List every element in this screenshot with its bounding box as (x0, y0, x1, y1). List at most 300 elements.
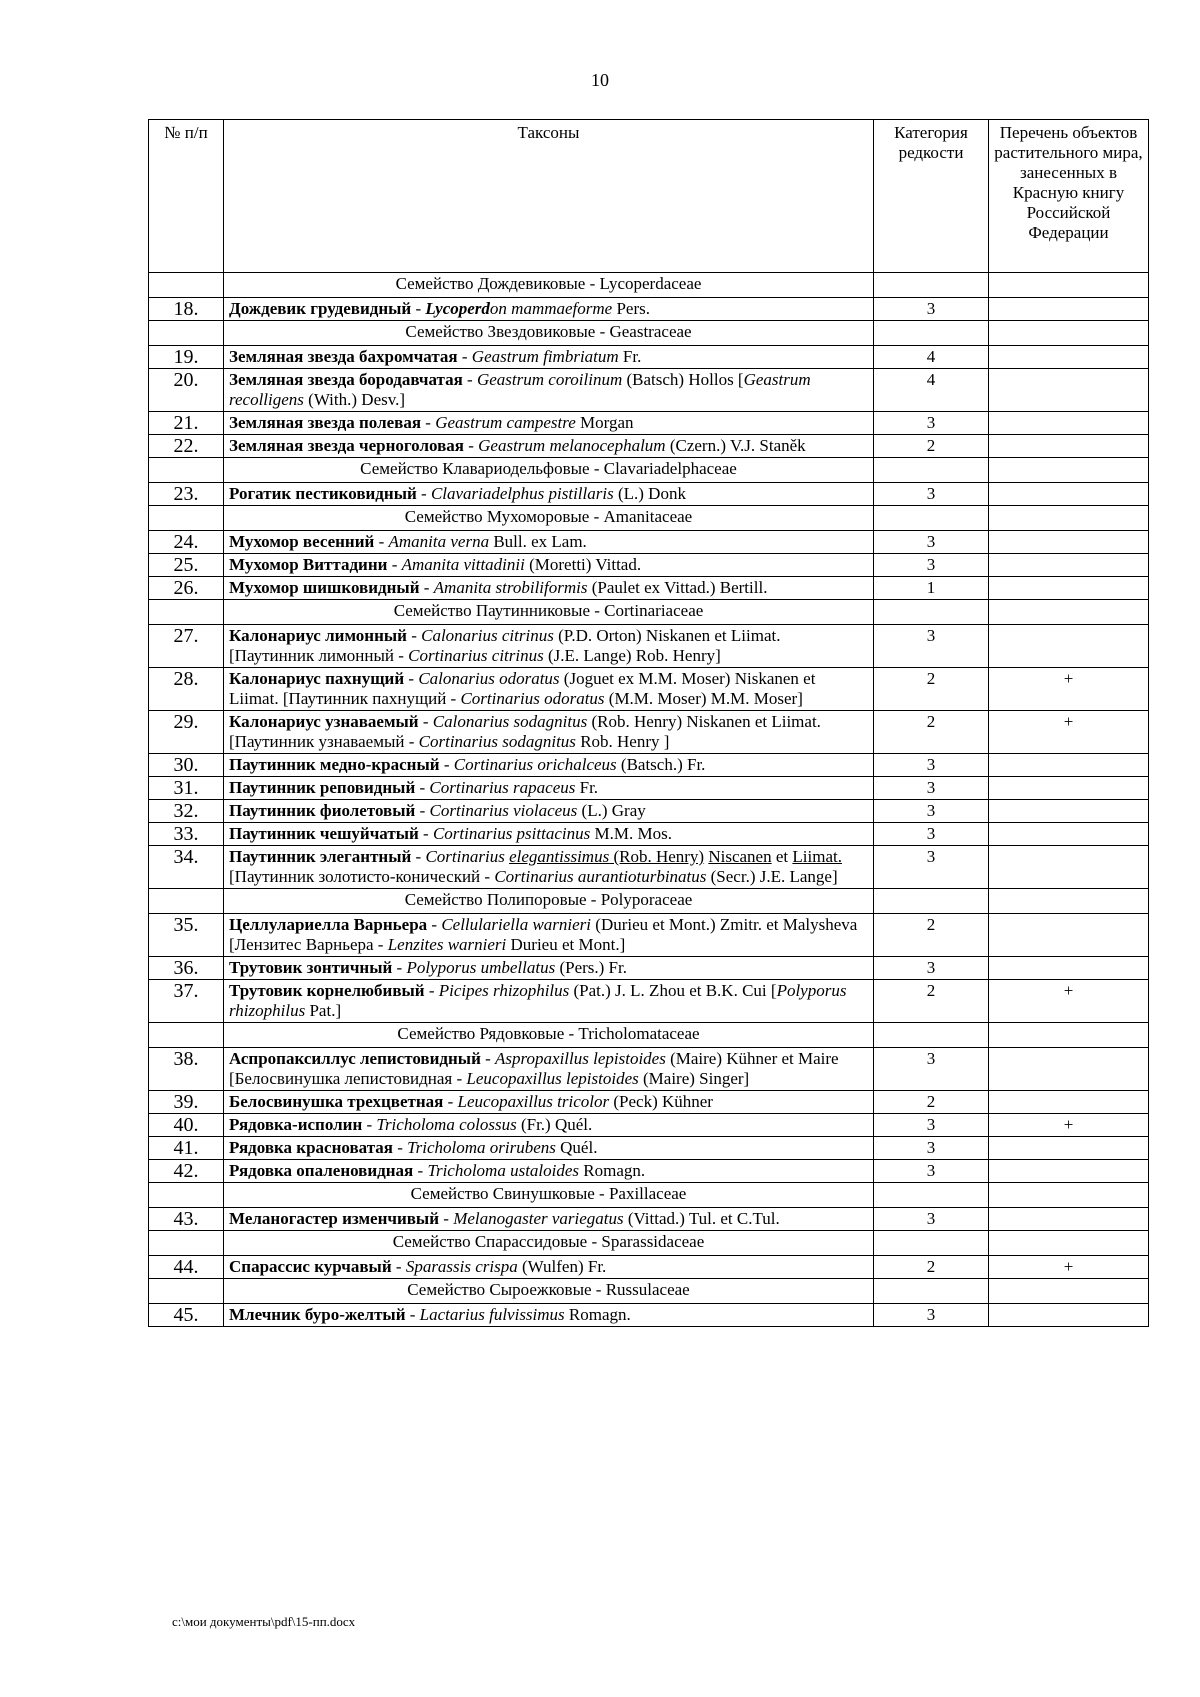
common-name: Мухомор весенний (229, 532, 375, 551)
header-number: № п/п (149, 120, 224, 273)
rarity-category: 3 (874, 1048, 989, 1091)
family-name: Семейство Дождевиковые - Lycoperdaceae (224, 273, 874, 298)
rarity-category: 3 (874, 777, 989, 800)
name-text: Niscanen (708, 847, 772, 866)
row-number: 43. (149, 1208, 224, 1231)
rarity-category: 3 (874, 754, 989, 777)
latin-name: Lactarius fulvissimus (419, 1305, 565, 1324)
latin-name: elegantissimus (509, 847, 610, 866)
row-number: 18. (149, 298, 224, 321)
rarity-category: 3 (874, 1304, 989, 1327)
rarity-category: 4 (874, 369, 989, 412)
latin-name: Tricholoma orirubens (407, 1138, 556, 1157)
empty-cell (149, 1231, 224, 1256)
family-row (149, 1023, 1149, 1048)
row-number: 26. (149, 577, 224, 600)
name-text: - (405, 1305, 420, 1324)
empty-cell (149, 321, 224, 346)
taxon-row (149, 577, 1149, 600)
row-number: 37. (149, 980, 224, 1023)
taxon-name (224, 369, 874, 412)
row-number: 38. (149, 1048, 224, 1091)
family-row (149, 458, 1149, 483)
rf-red-book-mark (989, 412, 1149, 435)
taxon-row (149, 1208, 1149, 1231)
name-text: - (413, 1161, 428, 1180)
name-text: - (421, 413, 436, 432)
rarity-category: 3 (874, 1114, 989, 1137)
rf-red-book-mark (989, 846, 1149, 889)
empty-cell (874, 1231, 989, 1256)
name-text: (Paulet ex Vittad.) Bertill. (587, 578, 768, 597)
taxon-row (149, 625, 1149, 668)
family-name: Семейство Мухоморовые - Amanitaceae (224, 506, 874, 531)
name-text: - (362, 1115, 377, 1134)
row-number: 45. (149, 1304, 224, 1327)
taxon-row (149, 412, 1149, 435)
taxon-name (224, 777, 874, 800)
rf-red-book-mark (989, 777, 1149, 800)
header-category: Категория редкости (874, 120, 989, 273)
family-name: Семейство Паутинниковые - Cortinariaceae (224, 600, 874, 625)
row-number: 39. (149, 1091, 224, 1114)
name-text: - (415, 801, 430, 820)
taxon-row (149, 369, 1149, 412)
name-text: - (457, 347, 472, 366)
empty-cell (149, 1023, 224, 1048)
latin-name: Cortinarius violaceus (429, 801, 578, 820)
taxon-row (149, 554, 1149, 577)
name-text: (Maire) Kühner et Maire [Белосвинушка лепистовидная - (229, 1049, 839, 1088)
row-number: 40. (149, 1114, 224, 1137)
row-number: 35. (149, 914, 224, 957)
taxon-row (149, 483, 1149, 506)
family-row (149, 321, 1149, 346)
name-text: - (392, 958, 407, 977)
row-number: 19. (149, 346, 224, 369)
latin-name: Geastrum fimbriatum (471, 347, 619, 366)
empty-cell (989, 600, 1149, 625)
rf-red-book-mark (989, 369, 1149, 412)
rf-red-book-mark (989, 554, 1149, 577)
name-text: (Batsch) Hollos [ (622, 370, 744, 389)
name-text: (Rob. Henry) (609, 847, 705, 866)
name-text: (Wulfen) Fr. (517, 1257, 607, 1276)
taxon-row (149, 846, 1149, 889)
name-text: (Czern.) V.J. Staněk (665, 436, 806, 455)
common-name: Аспропаксиллус лепистовидный (229, 1049, 481, 1068)
name-text: Fr. (575, 778, 599, 797)
family-row (149, 273, 1149, 298)
latin-name: on mammaeforme (489, 299, 613, 318)
family-name: Семейство Полипоровые - Polyporaceae (224, 889, 874, 914)
taxon-name (224, 1048, 874, 1091)
latin-name: Geastrum melanocephalum (478, 436, 666, 455)
row-number: 44. (149, 1256, 224, 1279)
latin-name: Cortinarius aurantioturbinatus (494, 867, 707, 886)
latin-name: Geastrum campestre (435, 413, 576, 432)
name-text: - (411, 847, 426, 866)
latin-name: Lenzites warnieri (387, 935, 507, 954)
taxon-row (149, 346, 1149, 369)
common-name: Lycoperd (425, 299, 490, 318)
latin-name: Amanita strobiliformis (433, 578, 588, 597)
name-text: (Moretti) Vittad. (524, 555, 642, 574)
name-text: - (418, 824, 433, 843)
taxon-name (224, 1208, 874, 1231)
name-text: (Maire) Singer] (638, 1069, 750, 1088)
name-text: (Rob. Henry) Niskanen et Liimat. [Паутинник узнаваемый - (229, 712, 821, 751)
common-name: Земляная звезда черноголовая (229, 436, 464, 455)
name-text: Morgan (575, 413, 634, 432)
rarity-category: 2 (874, 668, 989, 711)
common-name: Земляная звезда полевая (229, 413, 422, 432)
common-name: Земляная звезда бахромчатая (229, 347, 458, 366)
rarity-category: 3 (874, 483, 989, 506)
latin-name: Amanita vittadinii (401, 555, 525, 574)
name-text: - (406, 626, 422, 645)
taxon-name (224, 577, 874, 600)
latin-name: Leucopaxillus lepistoides (466, 1069, 639, 1088)
family-row (149, 1183, 1149, 1208)
rf-red-book-mark (989, 800, 1149, 823)
taxon-name (224, 298, 874, 321)
common-name: Целлулариелла Варньера (229, 915, 428, 934)
latin-name: Cortinarius odoratus (460, 689, 605, 708)
empty-cell (149, 506, 224, 531)
latin-name: Polyporus rhizophilus (229, 981, 847, 1020)
empty-cell (874, 1023, 989, 1048)
empty-cell (874, 321, 989, 346)
rarity-category: 3 (874, 1208, 989, 1231)
family-row (149, 600, 1149, 625)
name-text: Pat.] (305, 1001, 342, 1020)
name-text: Durieu et Mont.] (506, 935, 626, 954)
name-text: - (387, 555, 402, 574)
latin-name: Cortinarius (425, 847, 510, 866)
latin-name: Amanita verna (388, 532, 490, 551)
rf-red-book-mark (989, 1048, 1149, 1091)
name-text: (Vittad.) Tul. et C.Tul. (623, 1209, 780, 1228)
latin-name: Calonarius sodagnitus (432, 712, 588, 731)
rarity-category: 3 (874, 823, 989, 846)
row-number: 36. (149, 957, 224, 980)
name-text: - (416, 484, 431, 503)
taxon-name (224, 412, 874, 435)
rarity-category: 2 (874, 435, 989, 458)
taxon-row (149, 298, 1149, 321)
latin-name: Clavariadelphus pistillaris (430, 484, 614, 503)
common-name: Мухомор шишковидный (229, 578, 420, 597)
common-name: Рядовка опаленовидная (229, 1161, 414, 1180)
empty-cell (874, 506, 989, 531)
name-text: - (374, 532, 389, 551)
taxon-name (224, 1091, 874, 1114)
empty-cell (989, 506, 1149, 531)
empty-cell (989, 321, 1149, 346)
taxon-row (149, 1256, 1149, 1279)
name-text: Fr. (618, 347, 642, 366)
common-name: Дождевик грудевидный (229, 299, 412, 318)
table-body (149, 273, 1149, 1327)
latin-name: Geastrum recolligens (229, 370, 811, 409)
row-number: 32. (149, 800, 224, 823)
taxon-name (224, 980, 874, 1023)
rarity-category: 3 (874, 1137, 989, 1160)
taxon-name (224, 1160, 874, 1183)
rf-red-book-mark (989, 1160, 1149, 1183)
name-text: (Peck) Kühner (609, 1092, 713, 1111)
family-name: Семейство Сыроежковые - Russulaceae (224, 1279, 874, 1304)
name-text: (L.) Gray (577, 801, 646, 820)
rf-red-book-mark: + (989, 668, 1149, 711)
taxon-row (149, 531, 1149, 554)
page-number: 10 (591, 70, 609, 90)
empty-cell (989, 1231, 1149, 1256)
name-text: Pers. (612, 299, 650, 318)
common-name: Рядовка красноватая (229, 1138, 393, 1157)
common-name: Паутинник реповидный (229, 778, 416, 797)
taxon-name (224, 625, 874, 668)
name-text: - (415, 778, 430, 797)
common-name: Рогатик пестиковидный (229, 484, 417, 503)
name-text: - (439, 755, 454, 774)
empty-cell (874, 600, 989, 625)
common-name: Трутовик зонтичный (229, 958, 393, 977)
rarity-category: 2 (874, 1091, 989, 1114)
empty-cell (149, 600, 224, 625)
rarity-category: 3 (874, 800, 989, 823)
name-text: - (418, 712, 433, 731)
taxon-name (224, 1137, 874, 1160)
family-row (149, 1279, 1149, 1304)
latin-name: Geastrum coroilinum (476, 370, 623, 389)
rarity-category: 3 (874, 625, 989, 668)
taxon-row (149, 1137, 1149, 1160)
rf-red-book-mark (989, 914, 1149, 957)
latin-name: Cortinarius citrinus (408, 646, 544, 665)
row-number: 29. (149, 711, 224, 754)
name-text: - (480, 1049, 496, 1068)
family-row (149, 506, 1149, 531)
name-text: - (427, 915, 442, 934)
name-text: - (392, 1138, 408, 1157)
name-text: Romagn. (579, 1161, 646, 1180)
common-name: Белосвинушка трехцветная (229, 1092, 444, 1111)
rf-red-book-mark: + (989, 711, 1149, 754)
latin-name: Cortinarius orichalceus (453, 755, 617, 774)
latin-name: Calonarius citrinus (421, 626, 554, 645)
latin-name: Cortinarius rapaceus (429, 778, 576, 797)
family-name: Семейство Спарассидовые - Sparassidaceae (224, 1231, 874, 1256)
taxon-row (149, 980, 1149, 1023)
rarity-category: 1 (874, 577, 989, 600)
taxon-name (224, 1304, 874, 1327)
taxon-row (149, 668, 1149, 711)
common-name: Калонариус лимонный (229, 626, 407, 645)
row-number: 21. (149, 412, 224, 435)
name-text: - (439, 1209, 454, 1228)
rf-red-book-mark (989, 1208, 1149, 1231)
taxon-row (149, 711, 1149, 754)
rf-red-book-mark (989, 1304, 1149, 1327)
empty-cell (989, 1183, 1149, 1208)
rf-red-book-mark (989, 1091, 1149, 1114)
taxon-name (224, 435, 874, 458)
taxon-row (149, 1091, 1149, 1114)
rf-red-book-mark (989, 346, 1149, 369)
common-name: Паутинник фиолетовый (229, 801, 416, 820)
taxon-row (149, 1160, 1149, 1183)
taxon-row (149, 800, 1149, 823)
taxon-row (149, 1048, 1149, 1091)
name-text: - (419, 578, 434, 597)
taxon-name (224, 800, 874, 823)
common-name: Паутинник чешуйчатый (229, 824, 419, 843)
row-number: 23. (149, 483, 224, 506)
name-text: (J.E. Lange) Rob. Henry] (543, 646, 721, 665)
row-number: 30. (149, 754, 224, 777)
taxon-row (149, 823, 1149, 846)
empty-cell (149, 1279, 224, 1304)
family-name: Семейство Клавариодельфовые - Clavariadelphaceae (224, 458, 874, 483)
name-text: - (411, 299, 426, 318)
common-name: Меланогастер изменчивый (229, 1209, 440, 1228)
taxon-name (224, 754, 874, 777)
latin-name: Polyporus umbellatus (406, 958, 556, 977)
taxon-row (149, 1114, 1149, 1137)
rarity-category: 4 (874, 346, 989, 369)
family-row (149, 1231, 1149, 1256)
rf-red-book-mark: + (989, 980, 1149, 1023)
header-rf-list: Перечень объектов растительного мира, занесенных в Красную книгу Российской Федерации (989, 120, 1149, 273)
rarity-category: 3 (874, 1160, 989, 1183)
taxon-name (224, 914, 874, 957)
common-name: Спарассис курчавый (229, 1257, 392, 1276)
empty-cell (989, 273, 1149, 298)
name-text: (Pat.) J. L. Zhou et B.K. Cui [ (569, 981, 777, 1000)
row-number: 41. (149, 1137, 224, 1160)
taxon-name (224, 668, 874, 711)
latin-name: Sparassis crispa (405, 1257, 518, 1276)
taxon-name (224, 554, 874, 577)
taxon-row (149, 914, 1149, 957)
rf-red-book-mark: + (989, 1256, 1149, 1279)
rf-red-book-mark (989, 625, 1149, 668)
name-text: (Joguet ex M.M. Moser) Niskanen et Liimat. [Паутинник пахнущий - (229, 669, 816, 708)
rf-red-book-mark (989, 754, 1149, 777)
family-name: Семейство Рядовковые - Tricholomataceae (224, 1023, 874, 1048)
rarity-category: 3 (874, 531, 989, 554)
empty-cell (149, 273, 224, 298)
common-name: Калонариус узнаваемый (229, 712, 419, 731)
rarity-category: 3 (874, 298, 989, 321)
rf-red-book-mark (989, 957, 1149, 980)
rarity-category: 2 (874, 711, 989, 754)
rf-red-book-mark (989, 483, 1149, 506)
row-number: 33. (149, 823, 224, 846)
family-name: Семейство Свинушковые - Paxillaceae (224, 1183, 874, 1208)
row-number: 24. (149, 531, 224, 554)
name-text: (Fr.) Quél. (516, 1115, 593, 1134)
empty-cell (989, 458, 1149, 483)
empty-cell (874, 1183, 989, 1208)
name-text: - (462, 370, 477, 389)
taxon-name (224, 711, 874, 754)
name-text: Rob. Henry ] (575, 732, 670, 751)
taxon-row (149, 957, 1149, 980)
name-text: (M.M. Moser) M.M. Moser] (604, 689, 803, 708)
name-text: Quél. (555, 1138, 598, 1157)
taxon-row (149, 777, 1149, 800)
name-text: - (424, 981, 439, 1000)
taxon-name (224, 823, 874, 846)
name-text: et (771, 847, 793, 866)
taxon-name (224, 846, 874, 889)
row-number: 20. (149, 369, 224, 412)
row-number: 27. (149, 625, 224, 668)
row-number: 34. (149, 846, 224, 889)
name-text: - (443, 1092, 458, 1111)
taxon-row (149, 1304, 1149, 1327)
table-header-row (149, 120, 1149, 273)
rf-red-book-mark (989, 577, 1149, 600)
rarity-category: 2 (874, 980, 989, 1023)
empty-cell (874, 889, 989, 914)
name-text: [Паутинник золотисто-конический - (229, 867, 495, 886)
empty-cell (989, 1023, 1149, 1048)
name-text: (Batsch.) Fr. (616, 755, 706, 774)
taxon-name (224, 483, 874, 506)
taxon-row (149, 435, 1149, 458)
rf-red-book-mark (989, 1137, 1149, 1160)
rf-red-book-mark (989, 298, 1149, 321)
rarity-category: 3 (874, 412, 989, 435)
empty-cell (149, 458, 224, 483)
empty-cell (989, 1279, 1149, 1304)
rarity-category: 3 (874, 846, 989, 889)
taxon-name (224, 1256, 874, 1279)
name-text: M.M. Mos. (590, 824, 672, 843)
rarity-category: 3 (874, 957, 989, 980)
empty-cell (874, 458, 989, 483)
common-name: Мухомор Виттадини (229, 555, 388, 574)
latin-name: Melanogaster variegatus (453, 1209, 624, 1228)
latin-name: Aspropaxillus lepistoides (495, 1049, 666, 1068)
name-text: - (404, 669, 419, 688)
name-text: Bull. ex Lam. (489, 532, 587, 551)
taxon-name (224, 957, 874, 980)
common-name: Калонариус пахнущий (229, 669, 405, 688)
empty-cell (874, 1279, 989, 1304)
taxon-row (149, 754, 1149, 777)
common-name: Рядовка-исполин (229, 1115, 363, 1134)
latin-name: Picipes rhizophilus (438, 981, 570, 1000)
file-path-footer: c:\мои документы\pdf\15-пп.docx (172, 1614, 356, 1629)
empty-cell (149, 889, 224, 914)
taxon-name (224, 346, 874, 369)
rarity-category: 2 (874, 914, 989, 957)
latin-name: Cellulariella warnieri (441, 915, 592, 934)
red-book-taxa-table (148, 119, 1149, 1327)
common-name: Млечник буро-желтый (229, 1305, 406, 1324)
latin-name: Calonarius odoratus (418, 669, 560, 688)
empty-cell (874, 273, 989, 298)
common-name: Земляная звезда бородавчатая (229, 370, 463, 389)
latin-name: Tricholoma colossus (376, 1115, 517, 1134)
empty-cell (149, 1183, 224, 1208)
name-text: - (463, 436, 479, 455)
